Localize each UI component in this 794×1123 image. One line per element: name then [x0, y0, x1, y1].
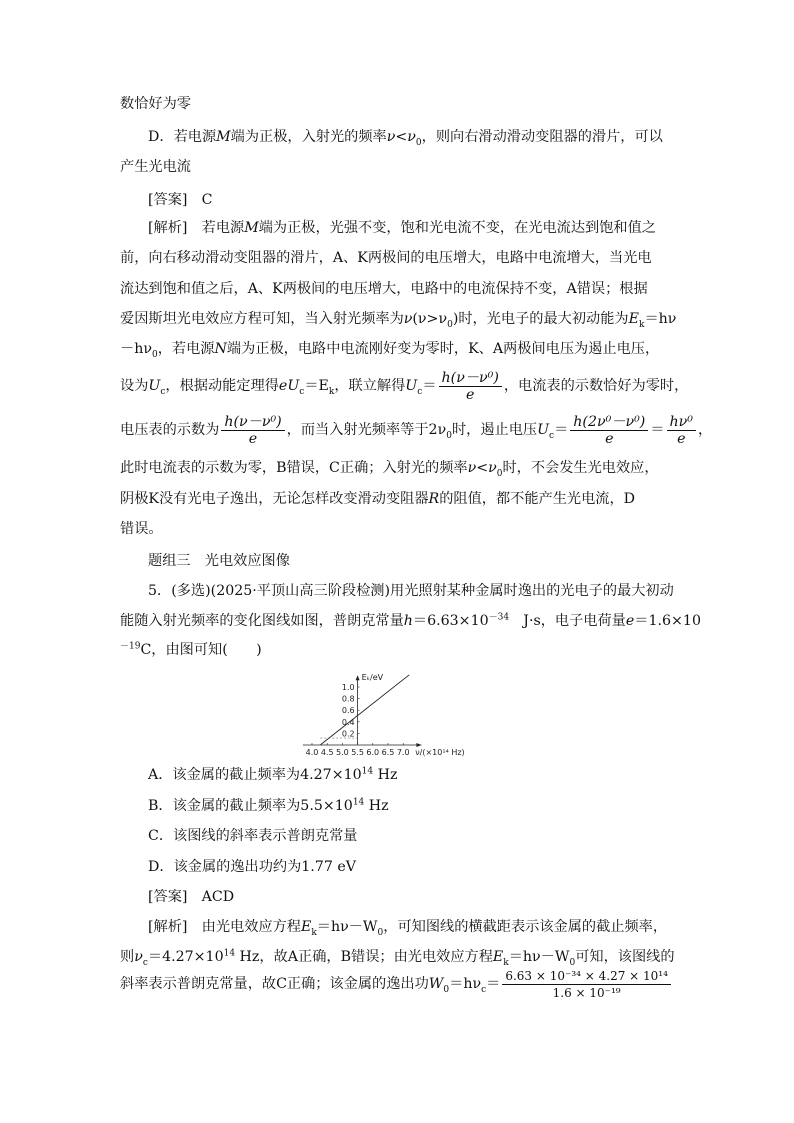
q5-stem-3: $^{-19}$C，由图可知( ) [120, 641, 262, 658]
x-tick-label: 5.0 [336, 748, 349, 757]
q4-explain-3: 流达到饱和值之后，A、K两极间的电压增大，电路中的电流保持不变，A错误；根据 [120, 281, 648, 297]
q5-explain-3: 斜率表示普朗克常量，故C正确；该金属的逸出功$W_0=h\nu_c=$ $\frac{\text{6.63 × 10⁻³⁴ × 4.27 × 10¹⁴}}{\text{1.6 × 10⁻¹⁹}}$ [120, 966, 673, 1002]
q5-stem-1: 5．(多选)(2025·平顶山高三阶段检测)用光照射某种金属时逸出的光电子的最大初动 [148, 583, 674, 599]
q4-explain-2: 前，向右移动滑动变阻器的滑片，A、K两极间的电压增大，电路中电流增大，当光电 [120, 250, 652, 266]
fraction-3: $\frac{\text{h(2ν⁰－ν⁰)}}{e}$ [570, 414, 648, 447]
q4-answer: [答案] C [148, 192, 213, 208]
q5-stem-2: 能随入射光频率的变化图线如图，普朗克常量$h=6.63\times 10^{-34}$ J·s，电子电荷量e＝1.6×10 [120, 612, 701, 629]
q4-option-d: D．若电源M端为正极，入射光的频率$\nu<\nu_0$，则向右滑动滑动变阻器的滑片，可以 [148, 129, 663, 148]
y-tick-label: 0.4 [341, 717, 355, 727]
q4-explain-5: $-h\nu_0$，若电源N端为正极，电路中电流刚好变为零时，K、A两极间电压为遏止电压， [120, 341, 660, 360]
series-line [320, 675, 409, 745]
y-axis-label: Eₖ/eV [361, 673, 384, 683]
y-tick-label: 0.8 [341, 694, 355, 704]
q5-answer: [答案] ACD [148, 889, 235, 905]
fraction-1: $\frac{\text{h(ν－ν⁰)}}{e}$ [439, 370, 502, 403]
q4-explain-8: 此时电流表的示数为零，B错误，C正确；入射光的频率$\nu<\nu_0$时，不会发生光电效应， [120, 460, 659, 479]
x-axis-arrow [416, 743, 421, 747]
fraction-4: $\frac{\text{hν⁰}}{e}$ [667, 414, 696, 447]
q4-option-d-cont: 产生光电流 [120, 159, 191, 175]
energy-frequency-chart [268, 665, 530, 757]
y-tick-label: 0.6 [341, 706, 355, 716]
q5-option-c: C．该图线的斜率表示普朗克常量 [148, 828, 358, 844]
x-axis-label: ν/(×10¹⁴ Hz) [415, 748, 465, 757]
q5-explain-1: [解析] 由光电效应方程$E_k=h\nu-W_0$，可知图线的横截距表示该金属的截止频率， [148, 919, 668, 938]
x-tick-label: 7.0 [396, 748, 410, 757]
x-tick-label: 4.5 [320, 748, 334, 757]
y-tick-label: 0.2 [341, 729, 355, 739]
q4-continuation: 数恰好为零 [120, 96, 191, 112]
group-title: 题组三 光电效应图像 [148, 553, 290, 569]
q4-explain-9: 阴极K没有光电子逸出，无论怎样改变滑动变阻器R的阻值，都不能产生光电流，D [120, 491, 636, 507]
x-tick-label: 6.0 [366, 748, 380, 757]
q4-explain-7: 电压表的示数为 $\frac{\text{h(ν－ν⁰)}}{e}$ ，而当入射光频率等于$2\nu_0$时，遏止电压$U_c=$ $\frac{\text{h(2ν⁰－ν⁰)}}{e}$ ＝ $\frac{\text{hν⁰}}{e}$ ， [120, 413, 713, 447]
fraction-5: $\frac{\text{6.63 × 10⁻³⁴ × 4.27 × 10¹⁴}}{\text{1.6 × 10⁻¹⁹}}$ [502, 968, 671, 1001]
q4-explain-6: 设为$U_c$，根据动能定理得$eU_c=E_k$，联立解得$U_c=$ $\frac{\text{h(ν－ν⁰)}}{e}$ ，电流表的示数恰好为零时， [120, 369, 689, 403]
q4-explain-4: 爱因斯坦光电效应方程可知，当入射光频率为$\nu(\nu>\nu_0)$时，光电子的最大初动能为$E_k=h\nu$ [120, 311, 677, 330]
q5-option-d: D．该金属的逸出功约为1.77 eV [148, 859, 356, 875]
q5-explain-2: 则$\nu_c=4.27\times 10^{14}$ Hz，故A正确，B错误；由光电效应方程$E_k=h\nu-W_0$可知，该图线的 [120, 948, 675, 968]
q5-option-b: B．该金属的截止频率为$5.5\times 10^{14}$ Hz [148, 797, 389, 814]
q4-explain-1: [解析] 若电源M端为正极，光强不变，饱和光电流不变，在光电流达到饱和值之 [148, 220, 656, 236]
q4-explain-10: 错误。 [120, 521, 163, 537]
y-axis-arrow [356, 675, 360, 680]
fraction-2: $\frac{\text{h(ν－ν⁰)}}{e}$ [221, 414, 284, 447]
x-tick-label: 4.0 [305, 748, 319, 757]
x-tick-label: 6.5 [381, 748, 395, 757]
q5-option-a: A．该金属的截止频率为$4.27\times 10^{14}$ Hz [148, 766, 398, 783]
y-tick-label: 1.0 [341, 683, 355, 692]
x-tick-label: 5.5 [351, 748, 364, 757]
